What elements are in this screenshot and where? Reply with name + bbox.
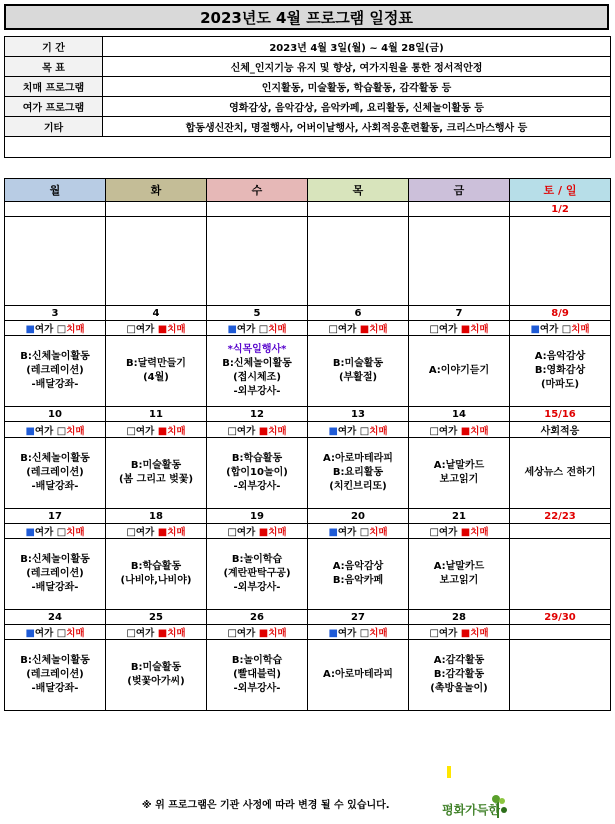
activity-row [5,336,611,407]
chimae-label: 치매 [571,324,590,335]
activity-line: A:아로마테라피 [323,453,393,464]
date-cell: 25 [106,610,207,625]
calendar-table [4,178,611,711]
activity-line: *식목일행사* [227,344,287,355]
activity-cell [510,539,611,610]
activity-line: B:달력만들기 [126,358,186,369]
yeoga-label: 여가 [135,628,155,639]
activity-line: (레크레이션) [26,568,84,579]
filled-square-icon: ■ [227,324,237,335]
activity-line: A:음악감상 [332,561,384,572]
filled-square-icon: ■ [460,628,471,639]
date-cell: 10 [5,407,106,422]
program-type-cell [106,422,207,438]
program-type-cell [409,422,510,438]
program-info-table [4,36,611,158]
date-cell: 14 [409,407,510,422]
date-cell: 26 [207,610,308,625]
activity-cell [207,640,308,711]
activity-cell [308,438,409,509]
empty-square-icon: □ [359,425,370,437]
activity-line: A:감각활동 [433,655,485,666]
activity-line: B:학습활동 [130,561,182,572]
date-cell: 1/2 [510,202,611,217]
date-cell: 15/16 [510,407,611,422]
activity-cell [207,336,308,407]
activity-cell [308,539,409,610]
activity-line: B:신체놀이활동 [20,655,90,666]
activity-cell [106,336,207,407]
activity-cell [409,336,510,407]
activity-cell [510,217,611,306]
program-type-cell [5,524,106,539]
weekday-header: 화 [106,179,207,202]
weekday-header-row [5,179,611,202]
date-cell: 20 [308,509,409,524]
date-cell: 4 [106,306,207,321]
empty-square-icon: □ [227,425,237,437]
chimae-label: 치매 [66,628,85,639]
empty-square-icon: □ [227,527,237,538]
date-cell [106,202,207,217]
program-type-cell [106,625,207,640]
activity-cell [409,438,510,509]
activity-line: B:요리활동 [332,467,384,478]
activity-line: 보고읽기 [439,575,479,586]
empty-square-icon: □ [561,324,572,335]
activity-line: -배달강좌- [31,379,79,390]
chimae-label: 치매 [167,628,186,639]
date-cell: 7 [409,306,510,321]
info-value: 2023년 4월 3일(월) ~ 4월 28일(금) [103,37,611,57]
program-type-cell [510,321,611,336]
activity-line: A:낱말카드 [433,460,485,471]
program-type-cell [207,524,308,539]
activity-line: (계란판탁구공) [223,568,291,579]
activity-cell [207,438,308,509]
activity-line: -배달강좌- [31,683,79,694]
chimae-label: 치매 [268,527,287,538]
empty-square-icon: □ [429,628,439,639]
info-value: 신체_인지기능 유지 및 향상, 여가지원을 통한 정서적안정 [103,57,611,77]
weekday-header: 목 [308,179,409,202]
activity-line: (레크레이션) [26,669,84,680]
program-type-cell [5,321,106,336]
page-title: 2023년도 4월 프로그램 일정표 [4,4,609,30]
activity-line: (합이10놀이) [226,467,288,478]
activity-line: -외부강사- [233,582,281,593]
program-type-cell [308,321,409,336]
yeoga-label: 여가 [236,628,256,639]
yeoga-label: 여가 [236,425,256,437]
empty-square-icon: □ [359,628,370,639]
activity-line: (레크레이션) [26,365,84,376]
activity-line: (마파도) [540,379,580,390]
activity-line: -외부강사- [233,481,281,492]
chimae-label: 치매 [470,425,489,437]
activity-line: B:신체놀이활동 [20,554,90,565]
activity-cell [409,640,510,711]
chimae-label: 치매 [167,527,186,538]
activity-cell [106,640,207,711]
program-type-cell: 사회적응 [510,422,611,438]
yeoga-label: 여가 [236,324,256,335]
program-type-cell [409,524,510,539]
activity-line: A:음악감상 [534,351,586,362]
program-type-row [5,422,611,438]
chimae-label: 치매 [167,425,186,437]
yeoga-label: 여가 [34,628,54,639]
activity-line: (촉방울놀이) [430,683,488,694]
info-row [5,117,611,137]
filled-square-icon: ■ [460,324,471,335]
activity-row [5,640,611,711]
filled-square-icon: ■ [359,324,370,335]
activity-cell [5,336,106,407]
program-type-cell [308,422,409,438]
program-type-cell [308,524,409,539]
empty-square-icon: □ [126,527,136,538]
weekday-header: 금 [409,179,510,202]
date-row [5,407,611,422]
empty-square-icon: □ [56,324,67,335]
info-row [5,37,611,57]
empty-square-icon: □ [429,527,439,538]
date-cell: 27 [308,610,409,625]
info-value: 합동생신잔치, 명절행사, 어버이날행사, 사회적응훈련활동, 크리스마스행사 등 [103,117,611,137]
date-cell [207,202,308,217]
activity-row [5,217,611,306]
activity-line: 보고읽기 [439,474,479,485]
date-cell [308,202,409,217]
weekday-header: 토 / 일 [510,179,611,202]
program-type-cell [308,625,409,640]
activity-line: B:음악카페 [332,575,384,586]
activity-line: -외부강사- [233,683,281,694]
empty-square-icon: □ [227,628,237,639]
organization-logo [440,790,510,820]
filled-square-icon: ■ [157,324,168,335]
date-cell: 28 [409,610,510,625]
info-label: 기 간 [5,37,103,57]
activity-cell [308,217,409,306]
filled-square-icon: ■ [157,425,168,437]
filled-square-icon: ■ [157,527,168,538]
empty-square-icon: □ [126,425,136,437]
activity-row [5,438,611,509]
chimae-label: 치매 [369,324,388,335]
filled-square-icon: ■ [25,425,35,437]
info-row [5,57,611,77]
yeoga-label: 여가 [34,425,54,437]
empty-square-icon: □ [359,527,370,538]
activity-line: (치킨브리또) [329,481,387,492]
activity-line: A:이야기듣기 [428,365,490,376]
filled-square-icon: ■ [530,324,540,335]
date-cell: 11 [106,407,207,422]
date-row [5,306,611,321]
activity-line: (빨대블럭) [233,669,281,680]
program-type-cell [207,625,308,640]
filled-square-icon: ■ [460,425,471,437]
activity-cell [5,640,106,711]
date-cell: 5 [207,306,308,321]
filled-square-icon: ■ [328,425,338,437]
activity-cell [106,539,207,610]
date-row [5,202,611,217]
filled-square-icon: ■ [328,628,338,639]
yellow-highlight-mark [447,766,451,778]
info-row [5,77,611,97]
info-value: 인지활동, 미술활동, 학습활동, 감각활동 등 [103,77,611,97]
chimae-label: 치매 [470,628,489,639]
chimae-label: 치매 [470,324,489,335]
program-type-cell [409,625,510,640]
yeoga-label: 여가 [337,527,357,538]
activity-line: A:낱말카드 [433,561,485,572]
date-row [5,610,611,625]
filled-square-icon: ■ [258,425,269,437]
chimae-label: 치매 [268,628,287,639]
filled-square-icon: ■ [460,527,471,538]
date-cell [5,202,106,217]
yeoga-label: 여가 [438,527,458,538]
chimae-label: 치매 [66,324,85,335]
filled-square-icon: ■ [328,527,338,538]
activity-cell [510,336,611,407]
date-cell [409,202,510,217]
program-type-cell [5,625,106,640]
date-cell: 8/9 [510,306,611,321]
activity-cell [106,217,207,306]
yeoga-label: 여가 [135,324,155,335]
yeoga-label: 여가 [337,425,357,437]
program-type-cell [106,321,207,336]
yeoga-label: 여가 [135,425,155,437]
activity-row [5,539,611,610]
filled-square-icon: ■ [25,628,35,639]
yeoga-label: 여가 [135,527,155,538]
activity-line: -외부강사- [233,386,281,397]
footnote-text: ※ 위 프로그램은 기관 사정에 따라 변경 될 수 있습니다. [141,800,390,811]
program-type-cell [409,321,510,336]
chimae-label: 치매 [268,425,287,437]
yeoga-label: 여가 [236,527,256,538]
info-blank-row [5,137,611,158]
empty-square-icon: □ [328,324,338,335]
program-type-cell [106,524,207,539]
program-type-cell [510,524,611,539]
activity-line: B:신체놀이활동 [222,358,292,369]
activity-cell [5,217,106,306]
activity-line: (벚꽃아가씨) [127,676,185,687]
empty-square-icon: □ [56,628,67,639]
activity-cell [5,539,106,610]
activity-line: (나비야,나비야) [120,575,192,586]
program-type-cell [207,422,308,438]
info-label: 기타 [5,117,103,137]
activity-line: (4월) [143,372,169,383]
activity-cell [510,640,611,711]
filled-square-icon: ■ [157,628,168,639]
logo-text: 평화가득한 [442,803,500,817]
filled-square-icon: ■ [25,527,35,538]
activity-line: B:감각활동 [433,669,485,680]
yeoga-label: 여가 [438,425,458,437]
yeoga-label: 여가 [438,324,458,335]
date-cell: 13 [308,407,409,422]
info-blank-cell [5,137,611,158]
date-cell: 22/23 [510,509,611,524]
info-row [5,97,611,117]
activity-line: (접시체조) [233,372,281,383]
activity-line: B:미술활동 [332,358,384,369]
info-label: 여가 프로그램 [5,97,103,117]
program-type-row [5,625,611,640]
activity-cell [308,640,409,711]
program-type-cell [510,625,611,640]
chimae-label: 치매 [369,628,388,639]
chimae-label: 치매 [369,527,388,538]
date-cell: 24 [5,610,106,625]
date-cell: 6 [308,306,409,321]
activity-line: -배달강좌- [31,481,79,492]
empty-square-icon: □ [56,527,67,538]
activity-line: 세상뉴스 전하기 [524,467,596,478]
activity-cell [207,217,308,306]
empty-square-icon: □ [258,324,269,335]
activity-line: (봄 그리고 벚꽃) [118,474,194,485]
yeoga-label: 여가 [34,527,54,538]
activity-line: B:미술활동 [130,460,182,471]
weekday-header: 월 [5,179,106,202]
info-label: 치매 프로그램 [5,77,103,97]
activity-line: B:신체놀이활동 [20,453,90,464]
date-cell: 12 [207,407,308,422]
date-cell: 19 [207,509,308,524]
chimae-label: 치매 [369,425,388,437]
activity-line: B:놀이학습 [231,655,283,666]
yeoga-label: 여가 [438,628,458,639]
filled-square-icon: ■ [258,527,269,538]
info-label: 목 표 [5,57,103,77]
weekday-header: 수 [207,179,308,202]
program-type-cell [5,422,106,438]
activity-line: A:아로마테라피 [323,669,393,680]
chimae-label: 치매 [66,527,85,538]
activity-line: (부활절) [338,372,378,383]
activity-cell [409,539,510,610]
activity-line: B:신체놀이활동 [20,351,90,362]
chimae-label: 치매 [167,324,186,335]
activity-line: B:놀이학습 [231,554,283,565]
activity-cell [5,438,106,509]
activity-line: B:영화감상 [534,365,586,376]
empty-square-icon: □ [126,324,136,335]
date-cell: 21 [409,509,510,524]
date-cell: 17 [5,509,106,524]
chimae-label: 치매 [470,527,489,538]
chimae-label: 치매 [268,324,287,335]
program-type-row [5,321,611,336]
date-cell: 29/30 [510,610,611,625]
activity-line: -배달강좌- [31,582,79,593]
activity-cell [510,438,611,509]
activity-line: B:미술활동 [130,662,182,673]
yeoga-label: 여가 [34,324,54,335]
yeoga-label: 여가 [539,324,559,335]
empty-square-icon: □ [429,324,439,335]
program-type-cell [207,321,308,336]
filled-square-icon: ■ [25,324,35,335]
activity-line: (레크레이션) [26,467,84,478]
activity-cell [207,539,308,610]
date-row [5,509,611,524]
activity-cell [409,217,510,306]
filled-square-icon: ■ [258,628,269,639]
empty-square-icon: □ [429,425,439,437]
empty-square-icon: □ [126,628,136,639]
footnote [0,796,615,811]
activity-cell [106,438,207,509]
date-cell: 18 [106,509,207,524]
yeoga-label: 여가 [337,324,357,335]
yeoga-label: 여가 [337,628,357,639]
date-cell: 3 [5,306,106,321]
program-type-row [5,524,611,539]
info-value: 영화감상, 음악감상, 음악카페, 요리활동, 신체놀이활동 등 [103,97,611,117]
activity-cell [308,336,409,407]
activity-line: B:학습활동 [231,453,283,464]
chimae-label: 치매 [66,425,85,437]
empty-square-icon: □ [56,425,67,437]
